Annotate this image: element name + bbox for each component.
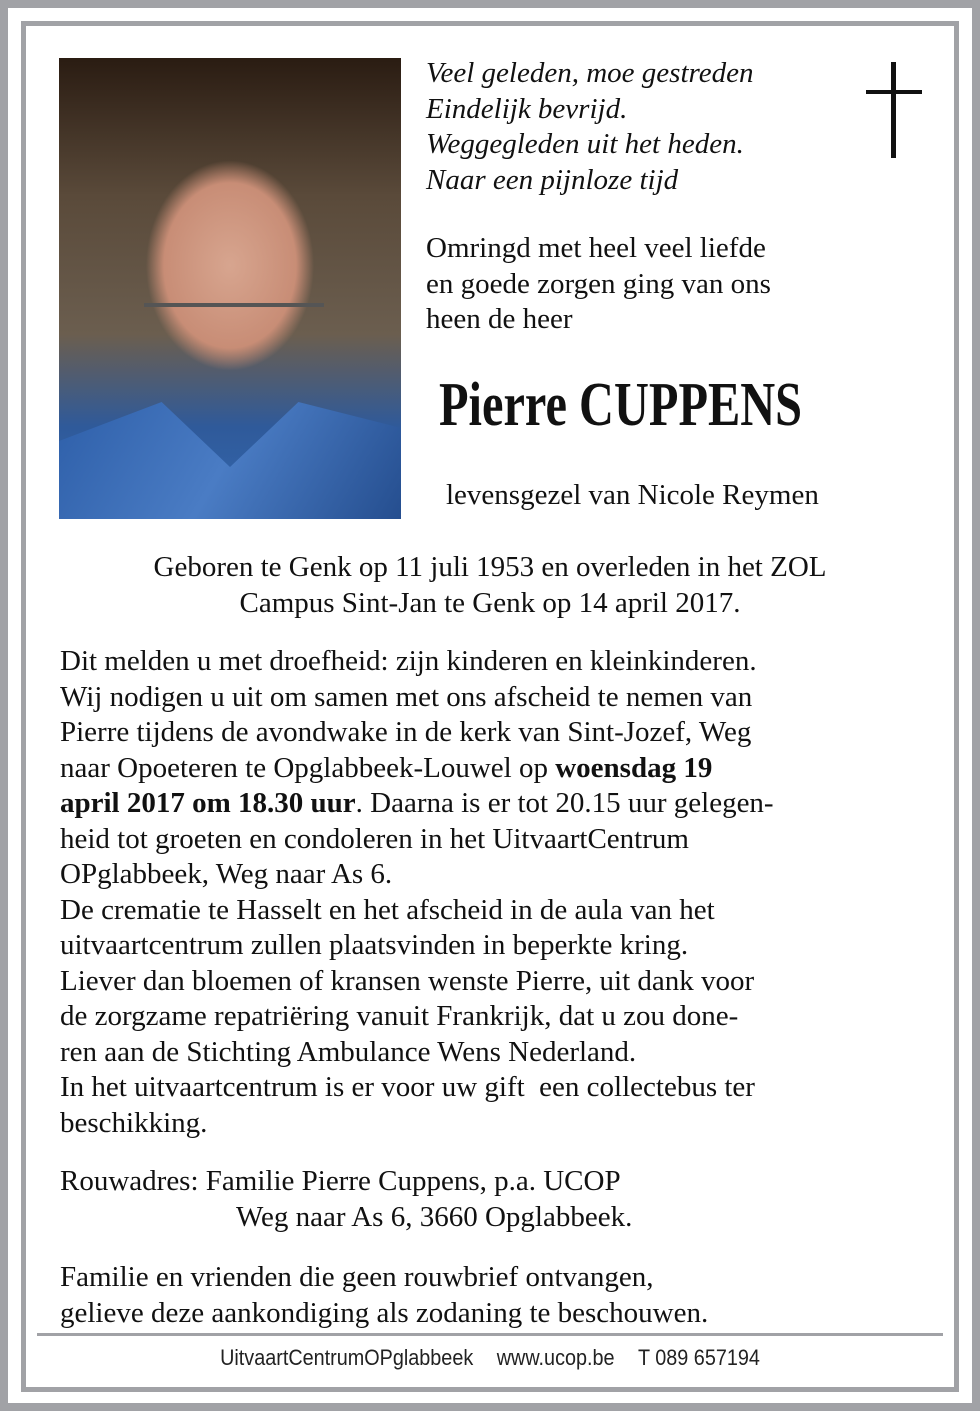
body-line: OPglabbeek, Weg naar As 6. <box>60 858 393 890</box>
body-line: ren aan de Stichting Ambulance Wens Nederland. <box>60 1035 637 1068</box>
poem-line: Weggegleden uit het heden. <box>426 128 744 160</box>
closing-line: Familie en vrienden die geen rouwbrief ontvangen, <box>60 1261 654 1293</box>
birth-death-info <box>30 550 950 621</box>
intro-line: Omringd met heel veel liefde <box>426 232 766 264</box>
body-line <box>60 786 774 822</box>
poem-line: Veel geleden, moe gestreden <box>426 57 754 89</box>
body-text: naar Opoeteren te Opglabbeek-Louwel op <box>60 751 556 784</box>
intro-line: heen de heer <box>426 303 573 335</box>
footer-company: UitvaartCentrumOPglabbeek <box>220 1345 474 1370</box>
body-text: . Daarna is er tot 20.15 uur gelegen- <box>355 787 774 819</box>
intro-text <box>426 231 771 338</box>
body-line: de zorgzame repatriëring vanuit Frankrijk, dat u zou done- <box>60 1000 739 1032</box>
footer-divider <box>37 1333 943 1336</box>
photo-shirt <box>59 389 401 519</box>
poem-line: Naar een pijnloze tijd <box>426 163 679 196</box>
footer-phone: T 089 657194 <box>638 1345 760 1370</box>
closing-text <box>60 1260 708 1331</box>
wake-date-bold: woensdag 19 <box>555 751 713 784</box>
address-line: Weg naar As 6, 3660 Opglabbeek. <box>236 1200 633 1233</box>
body-line: Dit melden u met droefheid: zijn kinderen en kleinkinderen. <box>60 645 757 677</box>
poem <box>426 56 753 198</box>
photo-glasses <box>144 303 324 357</box>
cross-icon <box>866 62 922 158</box>
announcement-body <box>60 644 774 1141</box>
body-line <box>60 751 774 787</box>
body-line: Wij nodigen u uit om samen met ons afscheid te nemen van <box>60 680 753 713</box>
mourning-address <box>60 1164 632 1235</box>
body-line: uitvaartcentrum zullen plaatsvinden in beperkte kring. <box>60 929 689 961</box>
wake-time-bold: april 2017 om 18.30 uur <box>60 787 356 819</box>
footer <box>49 1345 931 1371</box>
born-line: Geboren te Genk op 11 juli 1953 en overleden in het ZOL <box>153 551 827 583</box>
partner-line: levensgezel van Nicole Reymen <box>446 479 819 511</box>
body-line: De crematie te Hasselt en het afscheid in de aula van het <box>60 893 715 926</box>
footer-website: www.ucop.be <box>496 1345 615 1370</box>
address-line: Rouwadres: Familie Pierre Cuppens, p.a. UCOP <box>60 1165 621 1197</box>
body-line: beschikking. <box>60 1106 208 1139</box>
body-line: In het uitvaartcentrum is er voor uw gift een collectebus ter <box>60 1071 755 1103</box>
poem-line: Eindelijk bevrijd. <box>426 92 628 125</box>
born-line: Campus Sint-Jan te Genk op 14 april 2017. <box>239 586 741 619</box>
deceased-name: Pierre CUPPENS <box>439 371 803 439</box>
closing-line: gelieve deze aankondiging als zodaning te beschouwen. <box>60 1296 709 1329</box>
portrait-photo <box>59 58 401 519</box>
body-line: Liever dan bloemen of kransen wenste Pierre, uit dank voor <box>60 964 755 997</box>
body-line: Pierre tijdens de avondwake in de kerk van Sint-Jozef, Weg <box>60 716 752 748</box>
body-line: heid tot groeten en condoleren in het UitvaartCentrum <box>60 822 689 855</box>
intro-line: en goede zorgen ging van ons <box>426 267 771 300</box>
